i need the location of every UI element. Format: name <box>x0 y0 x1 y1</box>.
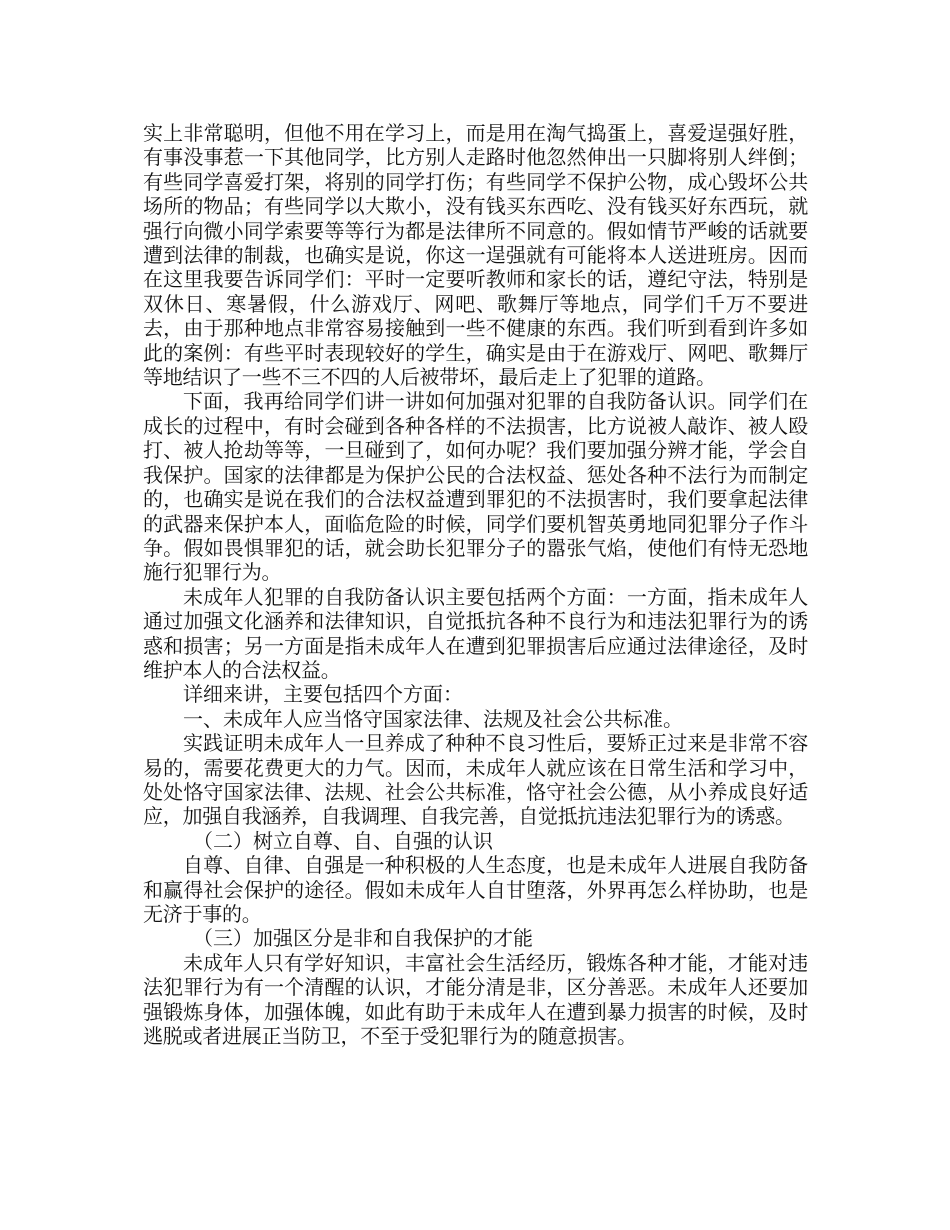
paragraph-section-three-body: 未成年人只有学好知识，丰富社会生活经历，锻炼各种才能，才能对违法犯罪行为有一个清醒的认识，才能分清是非，区分善恶。未成年人还要加强锻炼身体，加强体魄，如此有助于未成年人在遭到暴力损害的时候，及时逃脱或者进展正当防卫，不至于受犯罪行为的随意损害。 <box>143 950 808 1049</box>
document-body <box>143 121 808 1048</box>
paragraph-section-one-body: 实践证明未成年人一旦养成了种种不良习性后，要矫正过来是非常不容易的，需要花费更大的力气。因而，未成年人就应该在日常生活和学习中，处处恪守国家法律、法规、社会公共标准，恪守社会公德，从小养成良好适应，加强自我涵养，自我调理、自我完善，自觉抵抗违法犯罪行为的诱惑。 <box>143 731 808 829</box>
section-heading-two: （二）树立自尊、自、自强的认识 <box>193 828 493 853</box>
paragraph-self-defense-intro: 下面，我再给同学们讲一讲如何加强对犯罪的自我防备认识。同学们在成长的过程中，有时会碰到各种各样的不法损害，比方说被人敲诈、被人殴打、被人抢劫等等，一旦碰到了，如何办呢？我们要加强分辨才能，学会自我保护。国家的法律都是为保护公民的合法权益、惩处各种不法行为而制定的，也确实是说在我们的合法权益遭到罪犯的不法损害时，我们要拿起法律的武器来保护本人，面临危险的时候，同学们要机智英勇地同犯罪分子作斗争。假如畏惧罪犯的话，就会助长犯罪分子的嚣张气焰，使他们有恃无恐地施行犯罪行为。 <box>143 389 808 585</box>
section-heading-one: 一、未成年人应当恪守国家法律、法规及社会公共标准。 <box>183 706 683 731</box>
paragraph-section-two-body: 自尊、自律、自强是一种积极的人生态度，也是未成年人进展自我防备和赢得社会保护的途径。假如未成年人自甘堕落，外界再怎么样协助，也是无济于事的。 <box>143 853 808 926</box>
paragraph-continuation: 实上非常聪明，但他不用在学习上，而是用在淘气捣蛋上，喜爱逞强好胜，有事没事惹一下其他同学，比方别人走路时他忽然伸出一只脚将别人绊倒；有些同学喜爱打架，将别的同学打伤；有些同学不保护公物，成心毁坏公共场所的物品；有些同学以大欺小，没有钱买东西吃、没有钱买好东西玩，就强行向微小同学索要等等行为都是法律所不同意的。假如情节严峻的话就要遭到法律的制裁，也确实是说，你这一逞强就有可能将本人送进班房。因而在这里我要告诉同学们：平时一定要听教师和家长的话，遵纪守法，特别是双休日、寒暑假，什么游戏厅、网吧、歌舞厅等地点，同学们千万不要进去，由于那种地点非常容易接触到一些不健康的东西。我们听到看到许多如此的案例：有些平时表现较好的学生，确实是由于在游戏厅、网吧、歌舞厅等地结识了一些不三不四的人后被带坏，最后走上了犯罪的道路。 <box>143 121 808 390</box>
section-heading-three: （三）加强区分是非和自我保护的才能 <box>193 926 533 951</box>
paragraph-two-aspects: 未成年人犯罪的自我防备认识主要包括两个方面：一方面，指未成年人通过加强文化涵养和法律知识，自觉抵抗各种不良行为和违法犯罪行为的诱惑和损害；另一方面是指未成年人在遭到犯罪损害后应通过法律途径，及时维护本人的合法权益。 <box>143 584 808 682</box>
paragraph-four-aspects-lead: 详细来讲，主要包括四个方面： <box>183 682 463 707</box>
